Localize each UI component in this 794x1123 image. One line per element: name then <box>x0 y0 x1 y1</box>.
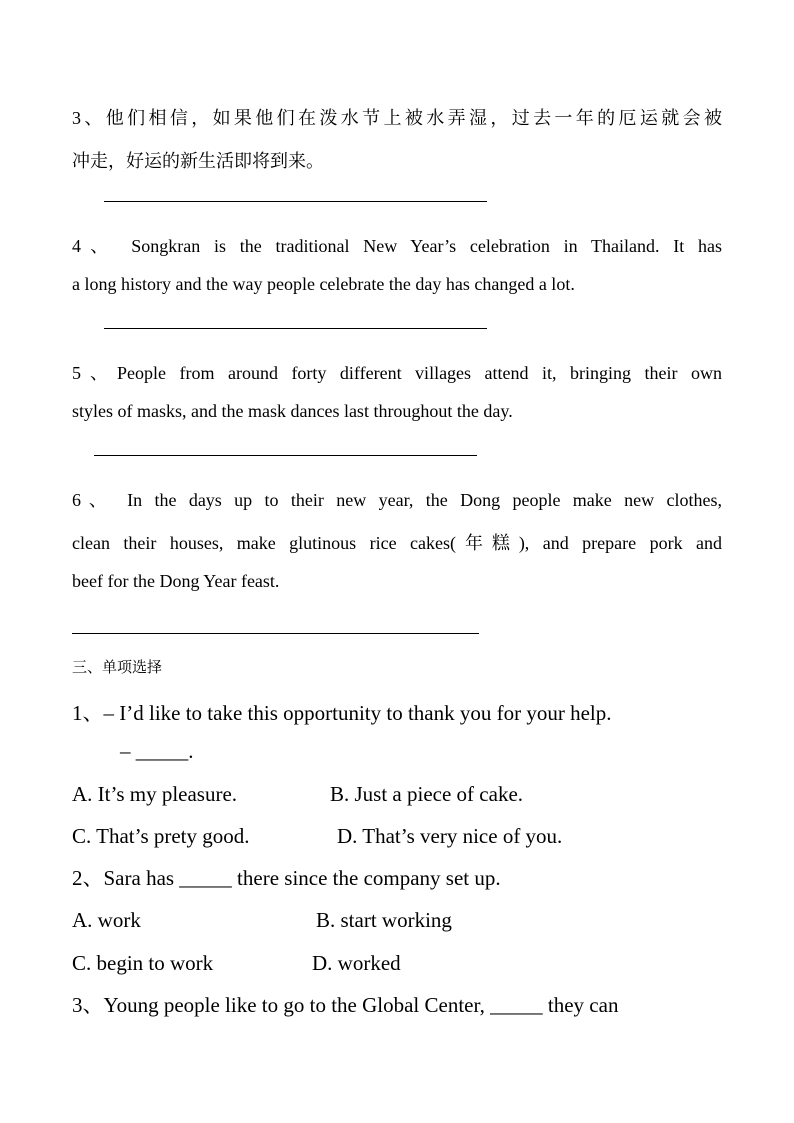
question-1-option-a: A. It’s my pleasure. <box>72 782 238 806</box>
item-5-line-2: styles of masks, and the mask dances last throughout the day. <box>72 401 513 421</box>
question-1-response: – _____. <box>120 739 194 763</box>
answer-line-3 <box>104 201 487 202</box>
item-6-line-1: 6、 In the days up to their new year, the Dong people make new clothes, <box>72 490 722 510</box>
question-2-option-d: D. worked <box>312 951 401 975</box>
question-1-option-b: B. Just a piece of cake. <box>330 782 524 806</box>
question-2-option-a: A. work <box>72 908 141 932</box>
question-2-option-c: C. begin to work <box>72 951 214 975</box>
answer-line-6 <box>72 633 479 634</box>
question-3-stem: 3、Young people like to go to the Global Center, _____ they can <box>72 993 619 1017</box>
item-3-line-1: 3、他们相信，如果他们在泼水节上被水弄湿，过去一年的厄运就会被 <box>72 108 722 128</box>
item-5-line-1: 5、People from around forty different villages attend it, bringing their own <box>72 363 722 383</box>
item-4-line-1: 4、 Songkran is the traditional New Year’s celebration in Thailand. It has <box>72 236 722 256</box>
question-1-option-c: C. That’s prety good. <box>72 824 250 848</box>
item-4-line-2: a long history and the way people celebrate the day has changed a lot. <box>72 274 575 294</box>
question-1-stem: 1、– I’d like to take this opportunity to thank you for your help. <box>72 701 612 725</box>
answer-line-5 <box>94 455 477 456</box>
item-6-line-2: clean their houses, make glutinous rice cakes(年糕), and prepare pork and <box>72 533 722 553</box>
question-1-option-d: D. That’s very nice of you. <box>337 824 563 848</box>
question-2-option-b: B. start working <box>316 908 452 932</box>
answer-line-4 <box>104 328 487 329</box>
item-6-line-3: beef for the Dong Year feast. <box>72 571 280 591</box>
section-title: 三、单项选择 <box>72 658 163 676</box>
question-2-stem: 2、Sara has _____ there since the company set up. <box>72 866 501 890</box>
item-3-line-2: 冲走，好运的新生活即将到来。 <box>72 151 324 171</box>
